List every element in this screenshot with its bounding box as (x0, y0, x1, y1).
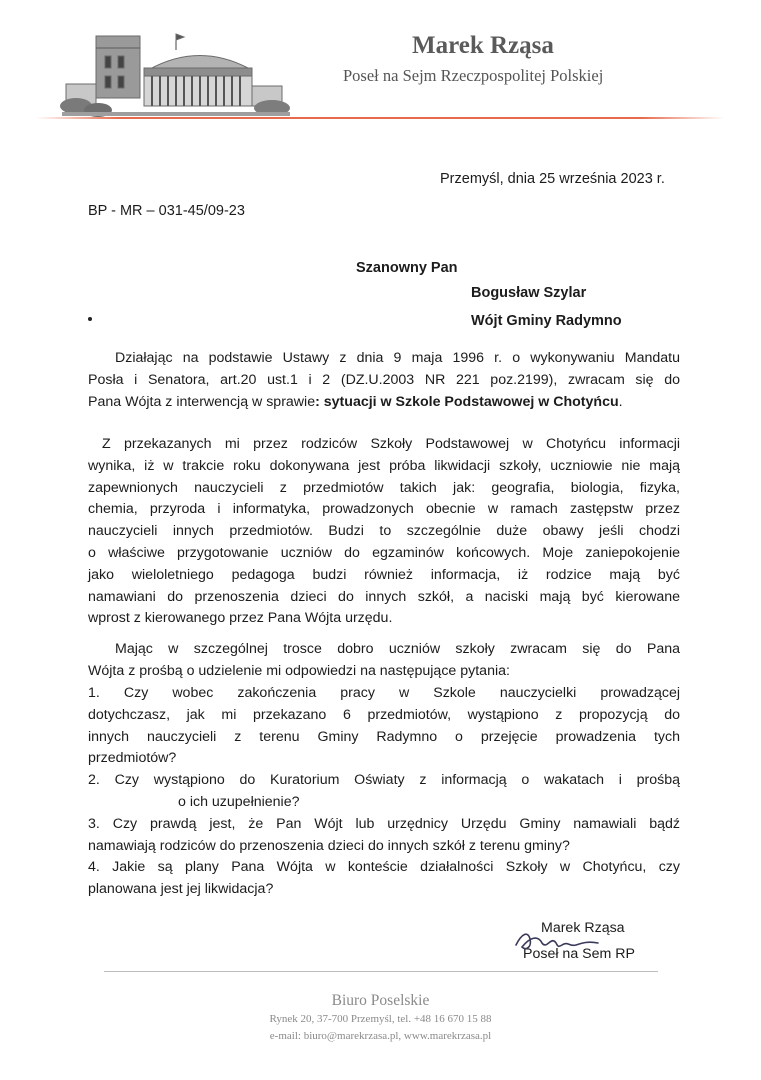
questions-intro-line: Mając w szczególnej trosce dobro uczniów szkoły zwracam się do Pana (115, 641, 680, 657)
handwritten-signature-icon (508, 925, 604, 955)
recipient-title: Wójt Gminy Radymno (471, 313, 622, 329)
place-date: Przemyśl, dnia 25 września 2023 r. (440, 171, 665, 187)
footer-contact: e-mail: biuro@marekrzasa.pl, www.marekrzasa.pl (269, 1030, 492, 1042)
questions-intro-line: Wójta z prośbą o udzielenie mi odpowiedzi na następujące pytania: (88, 662, 510, 679)
body-line: Z przekazanych mi przez rodziców Szkoły Podstawowej w Chotyńcu informacji (102, 436, 680, 452)
body-line: namawiani do przenoszenia dzieci do innych szkół, a naciski mają być kierowane (88, 588, 680, 605)
signer-name: Marek Rząsa (541, 920, 625, 936)
question-line: 3. Czy prawdą jest, że Pan Wójt lub urzędnicy Urzędu Gminy namawiali bądź (88, 815, 680, 832)
questions-intro (88, 639, 680, 683)
intro-line (88, 392, 680, 414)
intro-end: . (618, 393, 623, 410)
question-line: 1. Czy wobec zakończenia pracy w Szkole nauczycielki prowadzącej (88, 685, 680, 701)
question-line: 2. Czy wystąpiono do Kuratorium Oświaty z informacją o wakatach i prośbą (88, 772, 680, 789)
signer-role: Poseł na Sem RP (523, 946, 635, 962)
body-line: chemia, przyroda i informatyka, prowadzonych obecnie w ramach zastępstw przez (88, 501, 680, 518)
question-line: dotychczasz, jak mi przekazano 6 przedmiotów, wystąpiono z propozycją do (88, 706, 680, 723)
letterhead-divider (36, 117, 724, 119)
question-line: o ich uzupełnienie? (178, 793, 300, 810)
question-line: planowana jest jej likwidacja? (88, 881, 274, 898)
question-line: innych nauczycieli z terenu Gminy Radymno o przejęcie prowadzenia tych (88, 728, 680, 745)
question-line: 4. Jakie są plany Pana Wójta w konteście działalności Szkoły w Chotyńcu, czy (88, 859, 680, 876)
questions-list (88, 683, 680, 901)
question-line: namawiają rodziców do przenoszenia dzieci do innych szkół z terenu gminy? (88, 837, 570, 854)
footer-address: Rynek 20, 37-700 Przemyśl, tel. +48 16 670 15 88 (269, 1013, 492, 1025)
letterhead-name: Marek Rząsa (412, 32, 554, 59)
stray-mark (88, 317, 92, 321)
recipient-greeting: Szanowny Pan (356, 260, 458, 276)
body-line: jako wieloletniego pedagoga budzi również informacja, iż rodzice mają być (88, 566, 680, 583)
intro-paragraph (88, 348, 680, 413)
intro-text: Pana Wójta z interwencją w sprawie (88, 393, 316, 410)
body-line: o właściwe przygotowanie uczniów do egzaminów końcowych. Moje zaniepokojenie (88, 544, 680, 561)
intro-subject: : sytuacji w Szkole Podstawowej w Chotyńcu (315, 393, 619, 410)
sejm-building-icon (58, 28, 294, 122)
body-paragraph (88, 434, 680, 630)
reference-number: BP - MR – 031-45/09-23 (88, 203, 245, 219)
footer-office: Biuro Poselskie (331, 992, 430, 1009)
intro-line: Działając na podstawie Ustawy z dnia 9 maja 1996 r. o wykonywaniu Mandatu (115, 350, 680, 366)
body-line: wprost z kierowanego przez Pana Wójta urzędu. (88, 610, 393, 627)
letterhead-role: Poseł na Sejm Rzeczpospolitej Polskiej (343, 66, 604, 85)
recipient-name: Bogusław Szylar (471, 285, 587, 301)
body-line: zapewnionych nauczycieli z przedmiotów takich jak: geografia, biologia, fizyka, (88, 479, 680, 496)
question-line: przedmiotów? (88, 750, 177, 767)
body-line: nauczycieli innych przedmiotów. Budzi to szczególnie duże obawy jeśli chodzi (88, 523, 680, 540)
footer-divider (104, 971, 658, 972)
body-line: wynika, iż w trakcie roku dokonywana jest próba likwidacji szkoły, uczniowie nie mają (88, 457, 680, 474)
intro-line: Posła i Senatora, art.20 ust.1 i 2 (DZ.U.2003 NR 221 poz.2199), zwracam się do (88, 371, 680, 388)
